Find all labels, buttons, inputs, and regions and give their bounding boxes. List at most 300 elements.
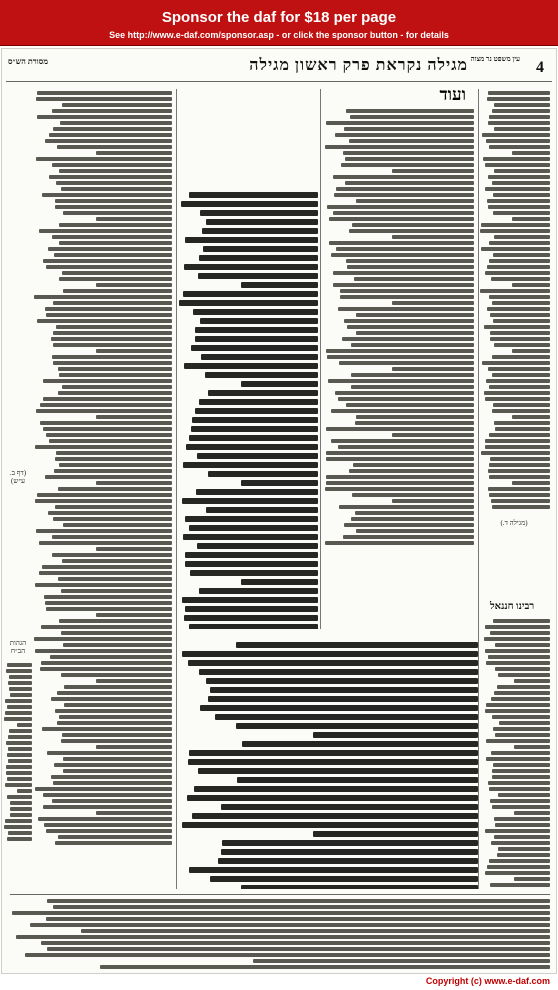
text-line: [492, 769, 550, 773]
ein-mishpat-margin: [480, 89, 550, 509]
text-line: [45, 475, 172, 479]
text-line: [96, 613, 172, 617]
text-line: [326, 457, 474, 461]
text-line: [208, 390, 318, 396]
text-line: [483, 157, 550, 161]
text-line: [34, 295, 172, 299]
text-line: [96, 679, 172, 683]
text-line: [241, 282, 318, 288]
text-line: [514, 877, 550, 881]
text-line: [354, 277, 474, 281]
text-line: [182, 498, 318, 504]
text-line: [344, 127, 474, 131]
text-line: [41, 625, 172, 629]
text-line: [487, 265, 550, 269]
text-line: [36, 157, 172, 161]
text-line: [61, 739, 172, 743]
text-line: [327, 205, 474, 209]
text-line: [335, 133, 474, 137]
text-line: [494, 169, 550, 173]
text-line: [210, 876, 478, 882]
text-line: [482, 133, 550, 137]
text-line: [96, 481, 172, 485]
text-line: [486, 703, 550, 707]
text-line: [182, 597, 318, 603]
text-line: [185, 606, 318, 612]
text-line: [221, 849, 478, 855]
text-line: [206, 219, 318, 225]
text-line: [96, 745, 172, 749]
text-line: [490, 337, 550, 341]
text-line: [490, 457, 550, 461]
text-line: [61, 631, 172, 635]
text-line: [53, 331, 172, 335]
text-line: [5, 783, 32, 787]
text-line: [51, 337, 172, 341]
text-line: [481, 451, 550, 455]
text-line: [35, 787, 172, 791]
text-line: [62, 103, 172, 107]
text-line: [196, 489, 318, 495]
text-line: [356, 313, 474, 317]
talmud-page-scan: [1, 48, 557, 974]
text-line: [52, 799, 172, 803]
text-line: [184, 264, 318, 270]
text-line: [194, 786, 478, 792]
column-divider: [320, 89, 321, 629]
text-line: [37, 115, 172, 119]
text-line: [208, 471, 318, 477]
text-line: [492, 775, 550, 779]
text-line: [349, 229, 474, 233]
text-line: [485, 163, 550, 167]
text-line: [55, 205, 172, 209]
text-line: [47, 899, 550, 903]
text-line: [340, 295, 474, 299]
text-line: [333, 175, 474, 179]
text-line: [37, 493, 172, 497]
text-line: [487, 865, 550, 869]
text-line: [351, 343, 474, 347]
text-line: [55, 709, 172, 713]
text-line: [237, 777, 478, 783]
text-line: [392, 169, 475, 173]
text-line: [96, 547, 172, 551]
text-line: [488, 469, 550, 473]
text-line: [59, 223, 172, 227]
text-line: [8, 759, 32, 763]
text-line: [12, 911, 550, 915]
text-line: [52, 553, 172, 557]
text-line: [494, 835, 550, 839]
text-line: [57, 145, 172, 149]
text-line: [222, 840, 478, 846]
text-line: [182, 651, 478, 657]
text-line: [241, 579, 318, 585]
text-line: [39, 571, 172, 575]
text-line: [56, 325, 172, 329]
text-line: [487, 97, 550, 101]
text-line: [325, 487, 474, 491]
text-line: [242, 741, 478, 747]
text-line: [486, 379, 550, 383]
text-line: [43, 397, 172, 401]
text-line: [485, 397, 550, 401]
text-line: [493, 619, 550, 623]
text-line: [497, 853, 550, 857]
text-line: [38, 817, 172, 821]
text-line: [37, 319, 172, 323]
text-line: [335, 391, 474, 395]
text-line: [54, 253, 172, 257]
text-line: [35, 445, 172, 449]
text-line: [341, 163, 474, 167]
text-line: [495, 823, 550, 827]
copyright-notice: Copyright (c) www.e-daf.com: [425, 976, 550, 986]
text-line: [55, 505, 172, 509]
text-line: [236, 642, 478, 648]
text-line: [345, 157, 474, 161]
text-line: [512, 217, 551, 221]
text-line: [489, 475, 550, 479]
text-line: [63, 769, 172, 773]
text-line: [8, 735, 32, 739]
text-line: [497, 685, 550, 689]
text-line: [45, 601, 172, 605]
text-line: [215, 714, 478, 720]
text-line: [54, 763, 172, 767]
text-line: [512, 415, 551, 419]
text-line: [356, 199, 474, 203]
text-line: [183, 534, 319, 540]
text-line: [202, 228, 318, 234]
text-line: [333, 271, 474, 275]
text-line: [59, 241, 172, 245]
text-line: [42, 193, 172, 197]
text-line: [353, 463, 474, 467]
text-line: [485, 271, 550, 275]
text-line: [189, 750, 478, 756]
text-line: [55, 457, 172, 461]
text-line: [184, 615, 318, 621]
text-line: [326, 427, 474, 431]
text-line: [63, 289, 172, 293]
text-line: [47, 947, 550, 951]
text-line: [489, 241, 550, 245]
text-line: [349, 139, 474, 143]
text-line: [392, 235, 475, 239]
text-line: [347, 325, 474, 329]
text-line: [345, 181, 474, 185]
text-line: [30, 923, 550, 927]
text-line: [35, 583, 172, 587]
text-line: [192, 417, 318, 423]
text-line: [512, 349, 551, 353]
text-line: [8, 747, 32, 751]
text-line: [40, 667, 172, 671]
text-line: [46, 829, 172, 833]
text-line: [9, 687, 32, 691]
text-line: [35, 499, 172, 503]
text-line: [480, 229, 550, 233]
text-line: [100, 965, 550, 969]
text-line: [58, 487, 172, 491]
text-line: [195, 327, 318, 333]
text-line: [489, 145, 550, 149]
ein-mishpat-label: עין משפט נר מצוה: [470, 55, 520, 63]
text-line: [326, 475, 474, 479]
sponsor-details[interactable]: See http://www.e-daf.com/sponsor.asp - or click the sponsor button - for details: [109, 30, 449, 40]
text-line: [493, 211, 550, 215]
text-line: [43, 793, 172, 797]
text-line: [59, 373, 172, 377]
text-line: [514, 811, 550, 815]
text-line: [187, 795, 478, 801]
text-line: [51, 697, 172, 701]
tosafot-commentary: [34, 89, 172, 849]
text-line: [53, 301, 172, 305]
text-line: [43, 427, 172, 431]
text-line: [189, 435, 318, 441]
text-line: [495, 733, 550, 737]
sponsor-title[interactable]: Sponsor the daf for $18 per page: [161, 9, 397, 26]
text-line: [313, 732, 478, 738]
text-line: [326, 121, 474, 125]
text-line: [6, 765, 32, 769]
text-line: [179, 300, 318, 306]
text-line: [494, 421, 550, 425]
text-line: [56, 181, 172, 185]
footnote-rule: [10, 894, 550, 895]
margin-reference-1: (מגילה ד.): [500, 519, 528, 527]
text-line: [355, 511, 474, 515]
text-line: [198, 768, 478, 774]
text-line: [485, 871, 550, 875]
text-line: [96, 217, 172, 221]
text-line: [326, 349, 474, 353]
text-line: [498, 673, 550, 677]
text-line: [59, 169, 172, 173]
text-line: [339, 361, 474, 365]
text-line: [189, 192, 318, 198]
text-line: [43, 805, 172, 809]
text-line: [514, 679, 550, 683]
text-line: [338, 445, 474, 449]
text-line: [392, 433, 475, 437]
text-line: [59, 277, 172, 281]
text-line: [488, 175, 550, 179]
text-line: [52, 355, 172, 359]
text-line: [492, 373, 550, 377]
header-rule: [6, 81, 552, 82]
text-line: [199, 399, 318, 405]
text-line: [351, 517, 474, 521]
text-line: [45, 307, 172, 311]
text-line: [46, 607, 172, 611]
text-line: [10, 693, 32, 697]
text-line: [352, 223, 474, 227]
text-line: [9, 675, 32, 679]
text-line: [4, 825, 32, 829]
text-line: [40, 403, 172, 407]
text-line: [492, 409, 550, 413]
text-line: [492, 715, 550, 719]
text-line: [43, 379, 172, 383]
text-line: [185, 552, 318, 558]
text-line: [7, 753, 32, 757]
text-line: [498, 793, 550, 797]
text-line: [495, 427, 550, 431]
opening-word: ועוד: [439, 85, 466, 104]
text-line: [493, 253, 551, 257]
text-line: [336, 187, 474, 191]
text-line: [63, 643, 172, 647]
text-line: [488, 655, 550, 659]
text-line: [42, 727, 172, 731]
text-line: [197, 453, 318, 459]
text-line: [488, 91, 550, 95]
rashi-commentary: [324, 107, 474, 547]
text-line: [53, 781, 172, 785]
text-line: [49, 133, 172, 137]
text-line: [355, 421, 474, 425]
text-line: [493, 763, 550, 767]
text-line: [492, 181, 550, 185]
text-line: [189, 525, 318, 531]
text-line: [205, 372, 318, 378]
text-line: [7, 777, 32, 781]
text-line: [485, 439, 550, 443]
text-line: [489, 433, 550, 437]
column-divider: [176, 89, 177, 889]
text-line: [327, 355, 474, 359]
text-line: [484, 325, 551, 329]
text-line: [17, 789, 32, 793]
text-line: [344, 319, 474, 323]
footnotes: [10, 897, 550, 969]
text-line: [206, 678, 478, 684]
text-line: [489, 463, 550, 467]
text-line: [61, 589, 172, 593]
text-line: [7, 663, 32, 667]
text-line: [199, 588, 318, 594]
text-line: [486, 757, 550, 761]
text-line: [492, 355, 550, 359]
text-line: [64, 703, 172, 707]
text-line: [195, 408, 318, 414]
text-line: [48, 511, 172, 515]
text-line: [41, 941, 550, 945]
text-line: [46, 433, 172, 437]
text-line: [191, 426, 319, 432]
text-line: [492, 109, 550, 113]
text-line: [490, 313, 550, 317]
text-line: [313, 831, 478, 837]
text-line: [336, 247, 474, 251]
text-line: [35, 649, 172, 653]
text-line: [499, 721, 550, 725]
text-line: [493, 403, 550, 407]
haggahot-label: הגהות הב״ח: [9, 639, 27, 655]
text-line: [43, 259, 172, 263]
text-line: [192, 813, 478, 819]
column-divider: [478, 89, 479, 889]
text-line: [492, 301, 550, 305]
text-line: [493, 193, 550, 197]
text-line: [56, 451, 172, 455]
text-line: [218, 858, 478, 864]
text-line: [342, 337, 474, 341]
text-line: [486, 739, 550, 743]
text-line: [96, 349, 172, 353]
text-line: [489, 385, 550, 389]
text-line: [331, 253, 474, 257]
text-line: [197, 543, 318, 549]
text-line: [489, 115, 550, 119]
rabbeinu-chananel-heading: רבינו חננאל: [490, 601, 535, 612]
text-line: [331, 439, 474, 443]
text-line: [484, 637, 550, 641]
text-line: [488, 121, 550, 125]
text-line: [198, 273, 318, 279]
text-line: [329, 241, 474, 245]
text-line: [57, 721, 172, 725]
text-line: [328, 379, 474, 383]
text-line: [39, 229, 172, 233]
text-line: [183, 291, 318, 297]
text-line: [494, 343, 550, 347]
text-line: [17, 723, 32, 727]
text-line: [49, 439, 172, 443]
text-line: [39, 541, 172, 545]
text-line: [55, 199, 172, 203]
text-line: [185, 237, 318, 243]
text-line: [489, 295, 550, 299]
text-line: [7, 795, 32, 799]
text-line: [349, 469, 474, 473]
text-line: [5, 699, 32, 703]
text-line: [495, 667, 550, 671]
text-line: [53, 343, 172, 347]
text-line: [199, 669, 478, 675]
text-line: [346, 403, 474, 407]
text-line: [181, 201, 318, 207]
text-line: [392, 499, 475, 503]
text-line: [490, 331, 550, 335]
text-line: [487, 199, 550, 203]
text-line: [41, 661, 172, 665]
text-line: [494, 103, 550, 107]
text-line: [200, 705, 478, 711]
text-line: [206, 507, 318, 513]
text-line: [188, 759, 478, 765]
text-line: [489, 493, 550, 497]
text-line: [201, 354, 318, 360]
text-line: [490, 883, 550, 887]
text-line: [343, 535, 474, 539]
text-line: [491, 841, 550, 845]
text-line: [53, 905, 550, 909]
text-line: [200, 210, 318, 216]
text-line: [489, 259, 550, 263]
text-line: [326, 451, 474, 455]
text-line: [512, 151, 551, 155]
text-line: [53, 361, 172, 365]
text-line: [58, 367, 172, 371]
text-line: [351, 385, 474, 389]
sponsor-banner[interactable]: [0, 0, 558, 46]
text-line: [10, 801, 32, 805]
